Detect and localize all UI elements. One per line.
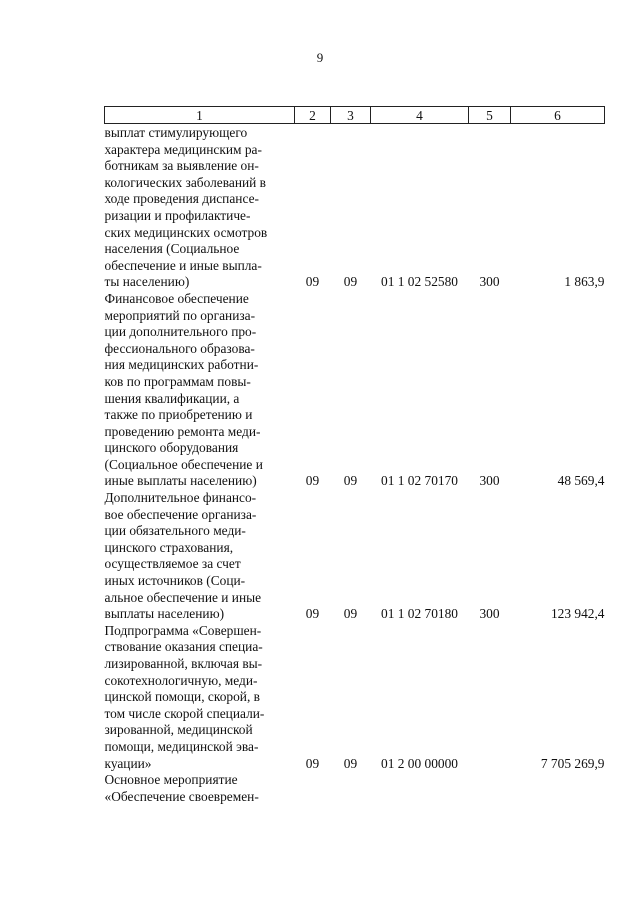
row-section-code: 09 [305,755,320,771]
row-description: Дополнительное финансо- вое обеспечение организа- ции обязательного меди- цинского страхования, осуществляемое за счет иных источников (Соци- альное обеспечение и иные выплаты населению) [104,490,262,622]
row-expense-type: 300 [479,606,500,622]
row-target-article: 01 1 02 70180 [381,606,458,622]
header-col-6: 6 [511,107,605,124]
row-section-code: 09 [305,473,320,489]
header-col-2: 2 [295,107,331,124]
row-expense-type [469,772,511,805]
row-subsection-code [331,772,371,805]
row-target-article [371,772,469,805]
table-row [105,772,605,805]
row-amount [511,772,605,805]
table-row [105,623,605,772]
row-description: Подпрограмма «Совершен- ствование оказания специа- лизированной, включая вы- сокотехнологичную, меди- цинской помощи, скорой, в том числе скорой специали- зированной, медицинской помощи, медицинской эва- куации» [104,622,265,771]
row-expense-type: 300 [479,274,500,290]
row-amount: 7 705 269,9 [540,755,605,771]
row-expense-type: 300 [479,473,500,489]
row-expense-type [469,623,511,772]
table-row [105,490,605,623]
row-subsection-code: 09 [343,274,358,290]
table-row [105,124,605,291]
row-amount: 123 942,4 [550,606,605,622]
table-header-row [105,107,605,124]
row-description: Основное мероприятие «Обеспечение своевремен- [104,772,259,804]
table-row [105,291,605,490]
row-target-article: 01 1 02 70170 [381,473,458,489]
row-subsection-code: 09 [343,473,358,489]
row-subsection-code: 09 [343,755,358,771]
page-number: 9 [316,50,324,65]
row-section-code: 09 [305,606,320,622]
budget-table [104,106,605,805]
row-section-code: 09 [305,274,320,290]
row-section-code [295,772,331,805]
row-amount: 1 863,9 [564,274,605,290]
row-target-article: 01 2 00 00000 [381,755,458,771]
row-amount: 48 569,4 [557,473,605,489]
row-subsection-code: 09 [343,606,358,622]
row-description: выплат стимулирующего характера медицинским ра- ботникам за выявление он- кологических заболеваний в ходе проведения диспансе- ризации и профилактиче- ских медицинских осмотров населения (Социальное обеспечение и иные выпла- ты населению) [104,125,268,290]
row-target-article: 01 1 02 52580 [381,274,458,290]
header-col-3: 3 [331,107,371,124]
header-col-5: 5 [469,107,511,124]
row-description: Финансовое обеспечение мероприятий по организа- ции дополнительного про- фессионального образова- ния медицинских работни- ков по программам повы- шения квалификации, а также по приобретению и проведению ремонта меди- цинского оборудования (Социальное обеспечение и иные выплаты населению) [104,290,263,489]
header-col-1: 1 [105,107,295,124]
header-col-4: 4 [371,107,469,124]
